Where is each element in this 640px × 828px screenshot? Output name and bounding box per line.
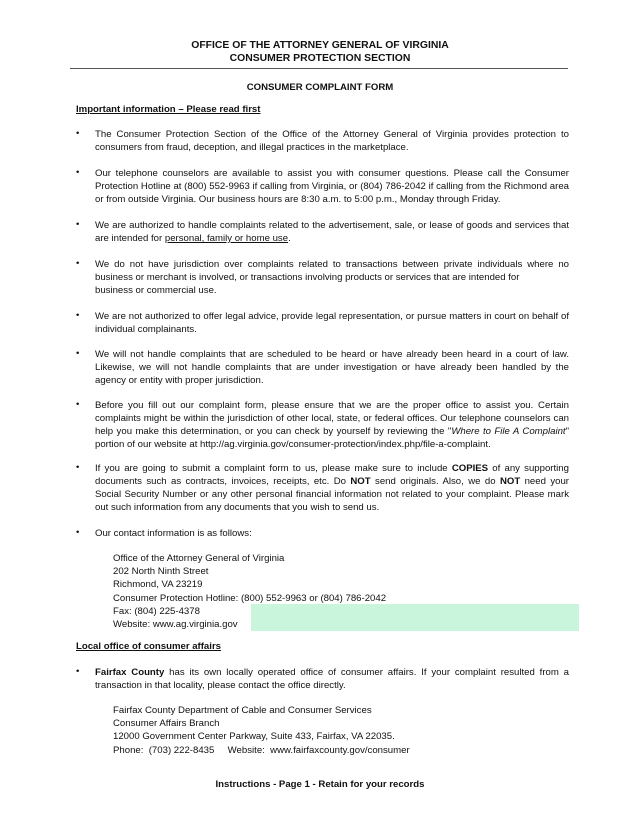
fairfax-phone-website: Phone: (703) 222-8435 Website: www.fairfaxcounty.gov/consumer — [113, 744, 410, 756]
bullet-marker: • — [76, 310, 80, 321]
bullet-line: business or merchant is involved, or transactions involving products or services that are intended for — [95, 272, 520, 283]
ag-contact-block — [113, 552, 386, 631]
bullet-text: need your Social Security Number or any other personal financial information not related to your complaint. Please mark out such information from any documents that you wish to send us. — [95, 476, 569, 513]
copies-emphasis: COPIES — [451, 463, 489, 474]
bullet-marker: • — [76, 348, 80, 359]
bullet-marker: • — [76, 462, 80, 473]
bullet-marker: • — [76, 167, 80, 178]
bullet-marker: • — [76, 219, 80, 230]
bullet-contact-intro: Our contact information is as follows: — [95, 528, 252, 539]
header-office-title: OFFICE OF THE ATTORNEY GENERAL OF VIRGINIA — [191, 40, 449, 51]
bullet-marker: • — [76, 399, 80, 410]
local-office-heading: Local office of consumer affairs — [76, 641, 222, 652]
bullet-text: Before you fill out our complaint form, please ensure that we are the proper office to assist you. Certain complaints might be within the jurisdiction of other local, state, or federal offices. Our telephone counselors can help you make this determination, or you can check by yourself by reviewing the " — [95, 400, 569, 437]
bullet-marker: • — [76, 128, 80, 139]
bullet-marker: • — [76, 527, 80, 538]
bullet-text: has its own locally operated office of consumer affairs. If your complaint resulted from a transaction in that locality, please contact the office directly. — [95, 667, 569, 691]
bullet-text: We are authorized to handle complaints related to the advertisement, sale, or lease of goods and services that are intended for — [95, 220, 569, 244]
bullet-authorized-complaints — [95, 219, 569, 245]
bullet-court-matters: We will not handle complaints that are scheduled to be heard or have already been heard in a court of law. Likewise, we will not handle complaints that are under investigation or have already been handled by the agency or entity with proper jurisdiction. — [95, 349, 569, 386]
bullet-proper-office — [95, 399, 569, 451]
fairfax-department: Fairfax County Department of Cable and Consumer Services — [113, 705, 372, 716]
fairfax-contact-block — [113, 704, 410, 757]
contact-fax: Fax: (804) 225-4378 — [113, 605, 200, 617]
bullet-text: . — [288, 233, 291, 244]
bullet-jurisdiction-intro: The Consumer Protection Section of the Office of the Attorney General of Virginia provides protection to consumers from fraud, deception, and illegal practices in the marketplace. — [95, 129, 569, 153]
bullet-no-legal-advice: We are not authorized to offer legal advice, provide legal representation, or pursue matters in court on behalf of individual complainants. — [95, 311, 569, 335]
important-info-heading: Important information – Please read first — [76, 104, 261, 115]
bullet-text: send originals. Also, we do — [370, 476, 500, 487]
bullet-line: We do not have jurisdiction over complaints related to transactions between private individuals where no — [95, 259, 569, 270]
bullet-text: If you are going to submit a complaint form to us, please make sure to include — [95, 463, 452, 474]
contact-city: Richmond, VA 23219 — [113, 579, 203, 591]
bullet-marker: • — [76, 666, 80, 677]
where-to-file-link-text: Where to File A Complaint — [451, 426, 566, 437]
contact-office-name: Office of the Attorney General of Virginia — [113, 553, 285, 564]
header-divider — [70, 68, 568, 69]
fairfax-county-name: Fairfax County — [95, 667, 165, 678]
bullet-text: of any supporting documents such as contracts, invoices, receipts, etc. Do — [95, 463, 569, 487]
bullet-supporting-documents — [95, 462, 569, 514]
bullet-no-jurisdiction — [95, 258, 569, 297]
bullet-telephone-counselors: Our telephone counselors are available to assist you with consumer questions. Please call the Consumer Protection Hotline at (800) 552-9963 if calling from Virginia, or (804) 786-2042 if calling from the Richmond area or from outside Virginia. Our business hours are 8:30 a.m. to 5:00 p.m., Monday through Friday. — [95, 168, 569, 205]
form-title: CONSUMER COMPLAINT FORM — [246, 82, 394, 93]
not-emphasis: NOT — [350, 476, 371, 487]
not-emphasis: NOT — [499, 476, 521, 487]
bullet-marker: • — [76, 258, 80, 269]
page-footer: Instructions - Page 1 - Retain for your records — [215, 779, 425, 790]
fairfax-branch: Consumer Affairs Branch — [113, 718, 220, 730]
bullet-line: business or commercial use. — [95, 285, 217, 296]
contact-hotline: Consumer Protection Hotline: (800) 552-9963 or (804) 786-2042 — [113, 592, 387, 604]
personal-use-underlined: personal, family or home use — [164, 233, 289, 244]
bullet-fairfax — [95, 666, 569, 692]
fairfax-address: 12000 Government Center Parkway, Suite 433, Fairfax, VA 22035. — [113, 731, 395, 743]
contact-street: 202 North Ninth Street — [113, 566, 209, 578]
header-section-title: CONSUMER PROTECTION SECTION — [229, 53, 411, 64]
bullet-text: " portion of our website at http://ag.virginia.gov/consumer-protection/index.php/file-a-complaint. — [95, 426, 569, 450]
contact-website: Website: www.ag.virginia.gov — [113, 619, 238, 631]
